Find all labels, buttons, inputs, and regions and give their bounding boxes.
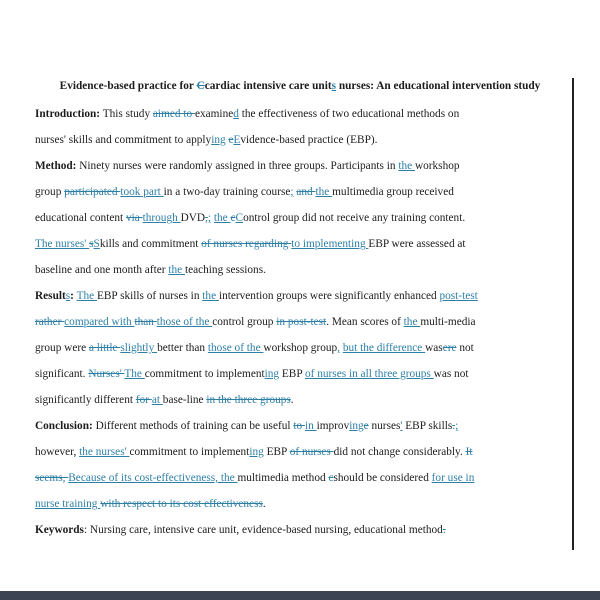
body-text: group were (35, 342, 89, 354)
body-text: did not change considerably. (333, 446, 466, 458)
document-title (0, 80, 600, 92)
body-text: commitment to implement (144, 368, 265, 380)
text-line (35, 263, 266, 277)
tracked-insertion: s (65, 290, 71, 302)
body-text: multimedia group received (332, 186, 454, 198)
tracked-deletion: C (196, 80, 205, 92)
tracked-insertion: for use in (431, 472, 475, 484)
tracked-insertion: ; (290, 186, 294, 198)
body-text: base-line (162, 394, 207, 406)
body-text: multi-media (420, 316, 476, 328)
tracked-deletion: Nurses' (88, 368, 125, 380)
body-text: better than (157, 342, 208, 354)
tracked-insertion: slightly (120, 342, 158, 354)
text-line (35, 393, 294, 407)
body-text: educational content (35, 212, 126, 224)
tracked-insertion: the (202, 290, 219, 302)
body-text: EBP (279, 368, 306, 380)
text-line (35, 341, 474, 355)
tracked-deletion: in post-test (276, 316, 327, 328)
tracked-insertion: the (403, 316, 421, 328)
text-line (35, 315, 476, 329)
section-label: : (70, 290, 74, 302)
body-text: EBP were assessed at (368, 238, 466, 250)
body-text: EBP (263, 446, 290, 458)
tracked-insertion: compared with (64, 316, 135, 328)
body-text: examine (194, 108, 234, 120)
tracked-insertion: The (76, 290, 97, 302)
tracked-deletion: with respect to its cost effectiveness (100, 498, 263, 510)
tracked-insertion: C (235, 212, 244, 224)
body-text: was not (433, 368, 469, 380)
tracked-insertion: ing (264, 368, 280, 380)
tracked-deletion: of nurses (289, 446, 334, 458)
tracked-deletion: . (442, 524, 446, 536)
tracked-insertion: but the difference (342, 342, 426, 354)
tracked-deletion: via (125, 212, 143, 224)
tracked-insertion: ing (349, 420, 364, 432)
body-text: in a two-day training course (163, 186, 291, 198)
body-text: nurses (368, 420, 401, 432)
text-line (35, 159, 460, 173)
body-text: commitment to implement (129, 446, 250, 458)
tracked-insertion: the (168, 264, 185, 276)
tracked-insertion: nurse training (35, 498, 101, 510)
text-line (35, 471, 474, 485)
body-text: the effectiveness of two educational methods on (238, 108, 460, 120)
tracked-deletion: a little (88, 342, 121, 354)
body-text: workshop group (263, 342, 338, 354)
text-line (35, 497, 266, 511)
tracked-deletion: than (134, 316, 157, 328)
body-text: ontrol group did not receive any training content. (243, 212, 466, 224)
tracked-deletion: , (205, 212, 208, 224)
tracked-insertion: ing (211, 134, 226, 146)
text-line (35, 211, 465, 225)
body-text: EBP skills of nurses in (96, 290, 203, 302)
tracked-deletion: seems, (35, 472, 69, 484)
tracked-insertion: those of the (207, 342, 264, 354)
tracked-deletion: in the three groups (206, 394, 291, 406)
tracked-deletion: It (465, 446, 473, 458)
body-text: baseline and one month after (35, 264, 169, 276)
tracked-insertion: through (142, 212, 181, 224)
text-line (35, 133, 377, 147)
body-text: significant. (35, 368, 89, 380)
tracked-deletion: and (296, 186, 316, 198)
text-line (35, 107, 459, 121)
body-text: kills and commitment (99, 238, 202, 250)
section-label: Keywords (35, 524, 84, 536)
tracked-insertion: those of the (156, 316, 213, 328)
tracked-deletion: of nurses regarding (201, 238, 292, 250)
text-line (35, 289, 478, 303)
tracked-deletion: s (89, 238, 94, 250)
body-text: should be considered (333, 472, 432, 484)
body-text: Ninety nurses were randomly assigned in three groups. Participants in (76, 160, 399, 172)
tracked-insertion: to implementing (291, 238, 369, 250)
body-text: DVD (180, 212, 206, 224)
body-text: not (456, 342, 474, 354)
tracked-insertion: The (124, 368, 145, 380)
section-label: Result (35, 290, 66, 302)
body-text: workshop (414, 160, 460, 172)
body-text: EBP skills (402, 420, 453, 432)
tracked-deletion: for (135, 394, 152, 406)
section-label: Conclusion: (35, 420, 93, 432)
tracked-insertion: the (315, 186, 333, 198)
title-text: Evidence-based practice for (59, 80, 197, 92)
tracked-insertion: s (331, 80, 337, 92)
tracked-deletion: rather (35, 316, 65, 328)
tracked-insertion: ' (400, 420, 403, 432)
tracked-insertion: E (233, 134, 241, 146)
tracked-insertion: , (337, 342, 340, 354)
tracked-insertion: d (233, 108, 239, 120)
tracked-insertion: post-test (439, 290, 478, 302)
tracked-deletion: aimed to (152, 108, 195, 120)
body-text: Different methods of training can be useful (92, 420, 294, 432)
section-label: Method: (35, 160, 77, 172)
body-text: . (262, 498, 266, 510)
tracked-insertion: Because of its cost-effectiveness, the (68, 472, 238, 484)
body-text: control group (212, 316, 277, 328)
body-text: : Nursing care, intensive care unit, evidence-based nursing, educational method (83, 524, 443, 536)
tracked-insertion: the (213, 212, 231, 224)
tracked-deletion: participated (64, 186, 121, 198)
tracked-deletion: ere (442, 342, 457, 354)
tracked-insertion: S (93, 238, 100, 250)
body-text: teaching sessions. (184, 264, 266, 276)
body-text: multimedia method (237, 472, 329, 484)
tracked-insertion: the nurses' (79, 446, 130, 458)
body-text: vidence-based practice (EBP). (240, 134, 378, 146)
bottom-taskbar (0, 591, 600, 600)
tracked-deletion: . (452, 420, 456, 432)
body-text: improv (316, 420, 350, 432)
body-text: group (35, 186, 65, 198)
tracked-insertion: took part (120, 186, 164, 198)
tracked-deletion: c (328, 472, 334, 484)
tracked-deletion: c (230, 212, 236, 224)
tracked-insertion: of nurses in all three groups (305, 368, 434, 380)
body-text: This study (100, 108, 153, 120)
text-line (35, 367, 469, 381)
tracked-deletion: e (228, 134, 234, 146)
text-line (35, 237, 466, 251)
tracked-deletion: e (363, 420, 369, 432)
body-text: intervention groups were significantly enhanced (218, 290, 440, 302)
body-text: . (290, 394, 294, 406)
text-line (35, 445, 473, 459)
tracked-insertion: ; (207, 212, 212, 224)
body-text: nurses' skills and commitment to apply (35, 134, 212, 146)
body-text: however, (35, 446, 80, 458)
tracked-insertion: the (398, 160, 415, 172)
tracked-insertion: ; (455, 420, 459, 432)
body-text: significantly different (35, 394, 136, 406)
body-text: was (425, 342, 443, 354)
text-line (35, 419, 458, 433)
text-line (35, 523, 446, 537)
title-text: cardiac intensive care unit (204, 80, 332, 92)
tracked-insertion: The nurses' (35, 238, 90, 250)
tracked-insertion: at (151, 394, 163, 406)
tracked-deletion: to (293, 420, 305, 432)
body-text: . Mean scores of (326, 316, 404, 328)
title-text: nurses: An educational intervention study (336, 80, 541, 92)
page-margin-line (572, 78, 574, 550)
section-label: Introduction: (35, 108, 101, 120)
tracked-insertion: in (304, 420, 317, 432)
tracked-insertion: ing (249, 446, 264, 458)
text-line (35, 185, 454, 199)
